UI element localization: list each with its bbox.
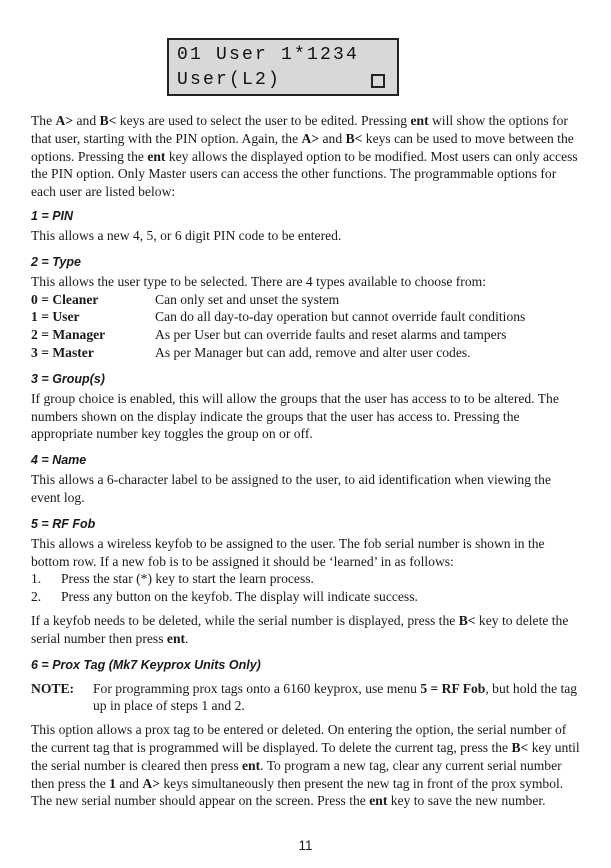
user-type-row <box>31 326 525 344</box>
page-number: 11 <box>298 838 313 853</box>
user-type-table <box>31 291 525 362</box>
rf-fob-text: This allows a wireless keyfob to be assigned to the user. The fob serial number is shown in the bottom row. If a new fob is to be assigned it should be ‘learned’ in as follows: <box>31 535 545 569</box>
key-name: ent <box>369 793 388 809</box>
note-block <box>31 680 583 716</box>
text: key to delete the serial number then press <box>31 612 569 646</box>
user-type-key: 3 = Master <box>31 344 94 360</box>
key-name: B< <box>99 113 117 128</box>
text: This option allows a prox tag to be entered or deleted. On entering the option, the serial number of the current tag that is programmed will be displayed. To delete the current tag, press the <box>31 722 567 755</box>
section-heading-type: 2 = Type <box>31 254 81 269</box>
text: For programming prox tags onto a 6160 keyprox, use menu <box>93 680 421 696</box>
lcd-line-1: 01 User 1*1234 <box>177 45 360 65</box>
lcd-display <box>167 38 399 96</box>
text: The <box>31 113 56 128</box>
list-item <box>31 570 583 588</box>
key-name: 1 <box>109 775 116 791</box>
text: keys can be used to move between the options. Pressing the <box>31 130 574 164</box>
note-label: NOTE: <box>31 680 75 696</box>
key-name: ent <box>410 113 429 128</box>
key-name: ent <box>242 757 261 773</box>
lcd-line-2: User(L2) <box>177 70 282 90</box>
key-name: A> <box>55 113 74 128</box>
note-text <box>93 680 583 716</box>
name-text: This allows a 6-character label to be assigned to the user, to aid identification when viewing the event log. <box>31 472 552 505</box>
text: and <box>319 130 346 146</box>
type-text: This allows the user type to be selected. There are 4 types available to choose from: <box>31 273 486 289</box>
text: If a keyfob needs to be deleted, while the serial number is displayed, press the <box>31 612 459 628</box>
text: will show the options for that user, starting with the PIN option. Again, the <box>31 113 568 146</box>
user-type-desc: Can only set and unset the system <box>155 291 340 307</box>
key-name: A> <box>142 775 160 791</box>
rf-fob-delete-text <box>31 612 583 648</box>
intro-paragraph <box>31 112 583 201</box>
section-heading-pin: 1 = PIN <box>31 208 74 223</box>
text: keys are used to select the user to be edited. Pressing <box>116 113 411 128</box>
key-name: ent <box>147 148 166 164</box>
list-item <box>31 588 583 606</box>
text: and <box>73 113 100 128</box>
page-content <box>31 112 583 810</box>
user-type-desc: As per Manager but can add, remove and alter user codes. <box>155 344 471 360</box>
learn-steps-list <box>31 570 583 606</box>
text: key until the serial number is cleared then press <box>31 739 580 773</box>
prox-tag-text <box>31 721 583 810</box>
menu-name: 5 = RF Fob <box>420 680 486 696</box>
key-name: B< <box>345 130 363 146</box>
user-type-row <box>31 291 525 309</box>
user-type-desc: As per User but can override faults and reset alarms and tampers <box>155 327 507 343</box>
section-heading-name: 4 = Name <box>31 453 87 468</box>
user-type-key: 1 = User <box>31 309 80 325</box>
text: key to save the new number. <box>387 793 546 809</box>
text: , but hold the tag up in place of steps 1 and 2. <box>93 680 578 714</box>
step-number: 1. <box>31 571 42 587</box>
key-name: B< <box>511 739 529 755</box>
key-name: A> <box>301 130 320 146</box>
user-type-row <box>31 344 525 362</box>
step-text: Press any button on the keyfob. The display will indicate success. <box>61 589 418 605</box>
key-name: B< <box>458 612 476 628</box>
groups-text: If group choice is enabled, this will allow the groups that the user has access to to be altered. The numbers shown on the display indicate the groups that the user has access to. Pressing the appropriate number key toggles the group on or off. <box>31 390 559 442</box>
step-text: Press the star (*) key to start the learn process. <box>61 571 314 587</box>
step-number: 2. <box>31 589 42 605</box>
user-type-key: 0 = Cleaner <box>31 291 99 307</box>
key-name: ent <box>166 630 186 646</box>
text: and <box>115 775 143 791</box>
section-heading-rf-fob: 5 = RF Fob <box>31 516 96 531</box>
pin-text: This allows a new 4, 5, or 6 digit PIN code to be entered. <box>31 227 342 243</box>
user-type-key: 2 = Manager <box>31 327 106 343</box>
text: . <box>185 630 189 646</box>
text: keys simultaneously then present the new tag in front of the prox symbol. The new serial number should appear on the screen. Press the <box>31 775 564 809</box>
section-heading-prox-tag: 6 = Prox Tag (Mk7 Keyprox Units Only) <box>31 657 261 672</box>
lcd-cursor-box-icon <box>371 74 385 88</box>
user-type-row <box>31 308 525 326</box>
user-type-desc: Can do all day-to-day operation but cannot override fault conditions <box>155 309 526 325</box>
text: . To program a new tag, clear any current serial number then press the <box>31 757 562 791</box>
section-heading-groups: 3 = Group(s) <box>31 371 105 386</box>
text: key allows the displayed option to be modified. Most users can only access the PIN option. Only Master users can access the other functions. The programmable options for each user are listed below: <box>31 148 578 200</box>
